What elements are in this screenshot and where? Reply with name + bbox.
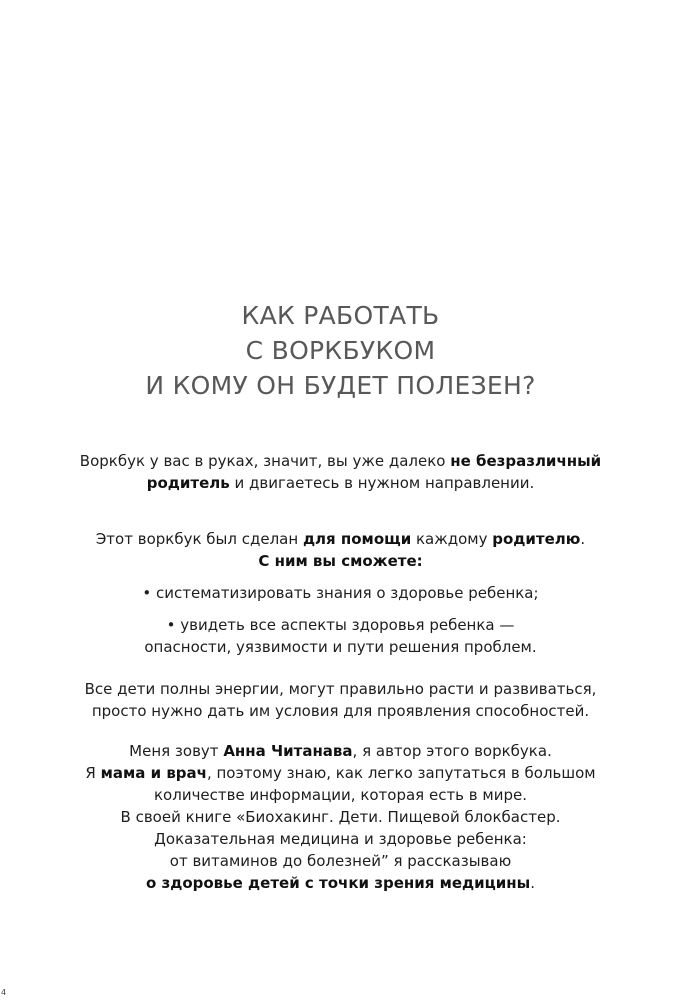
bold-text: мама и врач: [100, 764, 207, 782]
paragraph-purpose: [0, 528, 681, 658]
paragraph-line: [0, 450, 681, 472]
bullet-item-continuation: опасности, уязвимости и пути решения проблем.: [144, 638, 537, 656]
bold-text: родитель: [146, 474, 230, 492]
text-run: каждому: [411, 530, 493, 548]
bold-text: Анна Читанава: [223, 742, 353, 760]
paragraph-line: от витаминов до болезней” я рассказываю: [169, 852, 512, 870]
bullet-item: • систематизировать знания о здоровье ребенка;: [142, 584, 539, 602]
page-title: [0, 298, 681, 403]
text-run: .: [580, 530, 586, 548]
text-run: , я автор этого воркбука.: [352, 742, 552, 760]
paragraph-author: [0, 740, 681, 894]
text-run: Воркбук у вас в руках, значит, вы уже далеко: [79, 452, 451, 470]
title-line-3: И КОМУ ОН БУДЕТ ПОЛЕЗЕН?: [145, 371, 536, 400]
bold-text: для помощи: [302, 530, 412, 548]
bold-text: не безразличный: [450, 452, 602, 470]
paragraph-line: [0, 740, 681, 762]
text-run: , поэтому знаю, как легко запутаться в большом: [206, 764, 596, 782]
paragraph-line: количестве информации, которая есть в мире.: [154, 786, 527, 804]
text-run: Меня зовут: [129, 742, 224, 760]
text-run: Этот воркбук был сделан: [95, 530, 303, 548]
paragraph-line: В своей книге «Биохакинг. Дети. Пищевой блокбастер.: [120, 808, 561, 826]
title-line-1: КАК РАБОТАТЬ: [241, 301, 440, 330]
paragraph-line: Доказательная медицина и здоровье ребенка:: [154, 830, 527, 848]
paragraph-line: [0, 872, 681, 894]
paragraph-intro: [0, 450, 681, 494]
bullet-item: • увидеть все аспекты здоровья ребенка —: [166, 616, 515, 634]
text-run: .: [530, 874, 536, 892]
paragraph-line: Все дети полны энергии, могут правильно расти и развиваться,: [84, 680, 597, 698]
bold-text: о здоровье детей с точки зрения медицины: [145, 874, 531, 892]
paragraph-line: [0, 762, 681, 784]
bold-text: родителю: [492, 530, 581, 548]
title-line-2: С ВОРКБУКОМ: [245, 336, 436, 365]
paragraph-line: просто нужно дать им условия для проявления способностей.: [91, 702, 590, 720]
page-number: 4: [1, 988, 7, 997]
paragraph-energy: [0, 678, 681, 722]
text-run: Я: [85, 764, 101, 782]
paragraph-line: [0, 472, 681, 494]
text-run: и двигаетесь в нужном направлении.: [229, 474, 535, 492]
paragraph-line: [0, 550, 681, 572]
bold-text: С ним вы сможете:: [258, 552, 423, 570]
paragraph-line: [0, 528, 681, 550]
